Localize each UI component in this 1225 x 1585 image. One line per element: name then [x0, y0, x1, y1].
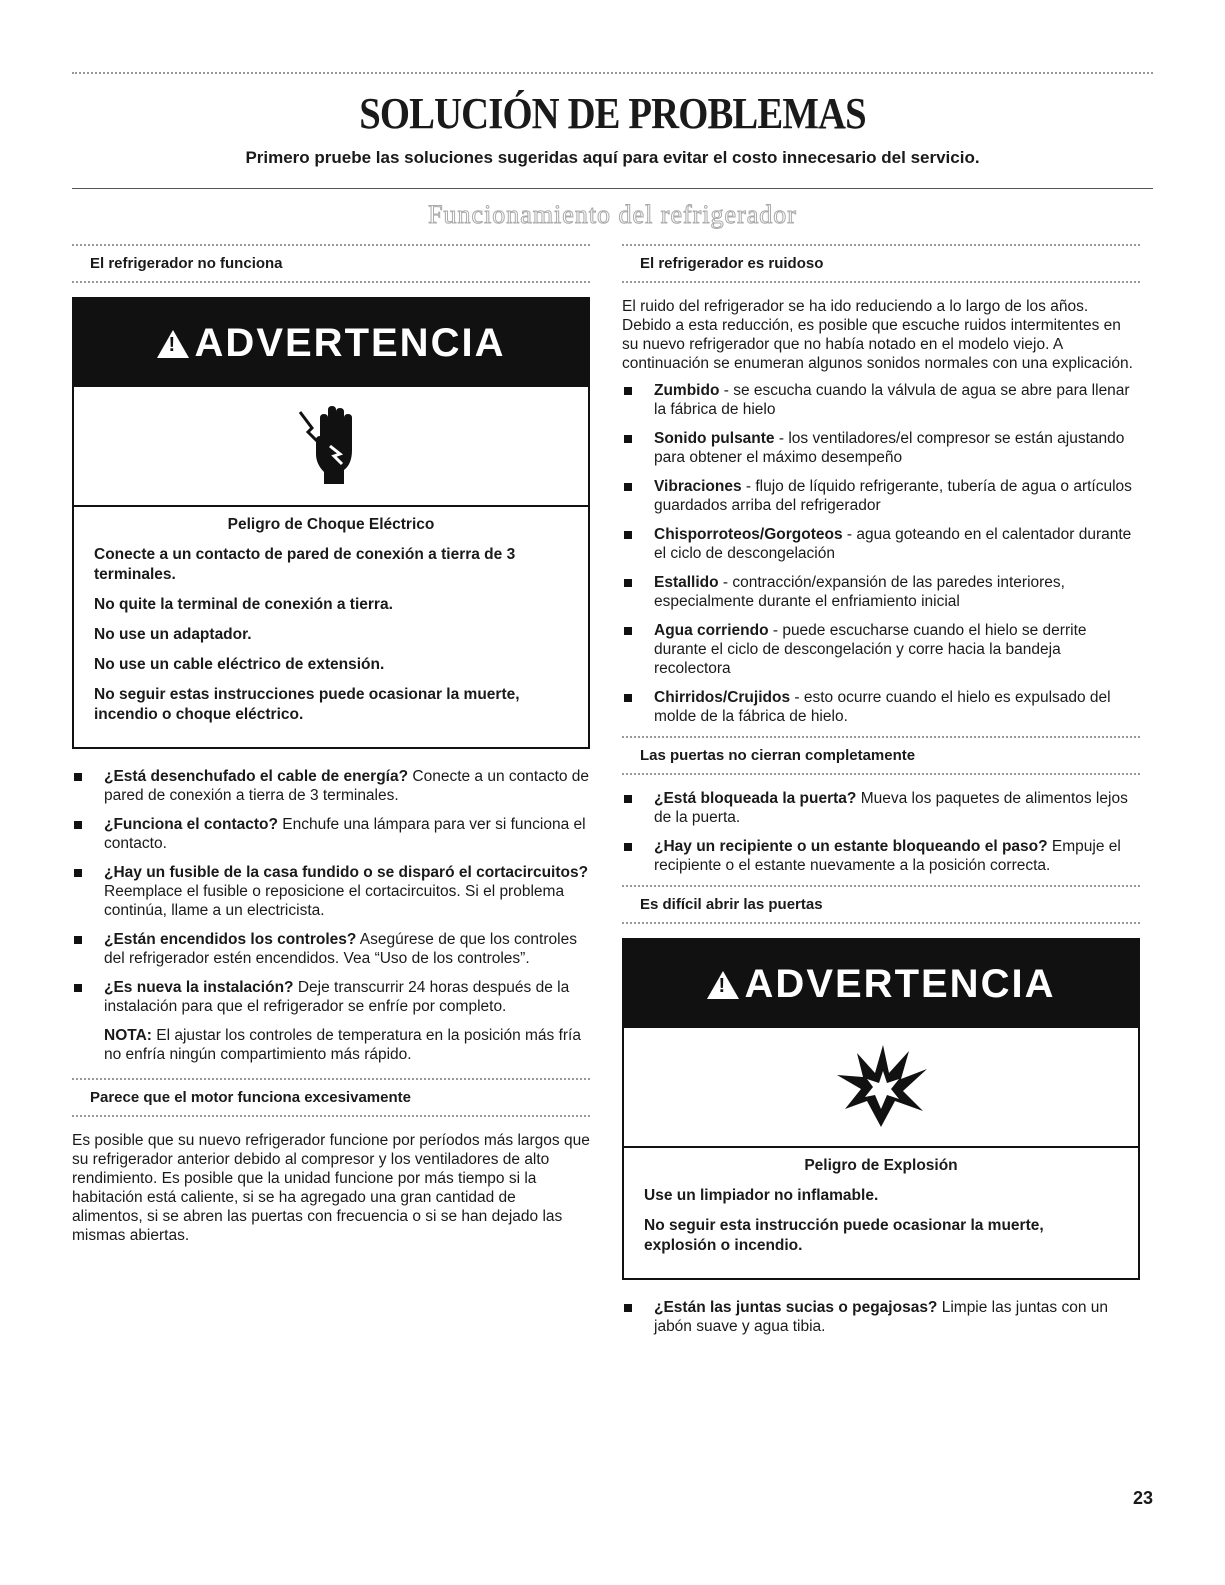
list-item: ¿Está bloqueada la puerta? Mueva los paquetes de alimentos lejos de la puerta.	[622, 789, 1140, 827]
section-divider	[72, 188, 1153, 189]
warning-line: Conecte a un contacto de pared de conexión a tierra de 3 terminales.	[94, 546, 516, 583]
warning-line: No seguir estas instrucciones puede ocasionar la muerte, incendio o choque eléctrico.	[94, 686, 520, 723]
heading-noisy: El refrigerador es ruidoso	[622, 244, 1140, 283]
list-item: Vibraciones - flujo de líquido refrigerante, tubería de agua o artículos guardados arriba del refrigerador	[622, 477, 1140, 515]
section-title: Funcionamiento del refrigerador	[428, 200, 797, 229]
note: NOTA: El ajustar los controles de temperatura en la posición más fría no enfría ningún compartimiento más rápido.	[104, 1027, 581, 1063]
heading-not-working: El refrigerador no funciona	[72, 244, 590, 283]
warning-line: No use un adaptador.	[94, 626, 252, 643]
left-column	[72, 244, 590, 1253]
list-item: Chirridos/Crujidos - esto ocurre cuando el hielo es expulsado del molde de la fábrica de hielo.	[622, 688, 1140, 726]
warning-line: No use un cable eléctrico de extensión.	[94, 656, 385, 673]
warning-body	[624, 1148, 1138, 1278]
list-item: Sonido pulsante - los ventiladores/el compresor se están ajustando para obtener el máximo desempeño	[622, 429, 1140, 467]
list-item: Agua corriendo - puede escucharse cuando el hielo se derrite durante el ciclo de descongelación y corre hacia la bandeja recolectora	[622, 621, 1140, 678]
motor-paragraph: Es posible que su nuevo refrigerador funcione por períodos más largos que su refrigerador anterior debido al compresor y los ventiladores de alto rendimiento. Es posible que la unidad funcione por más tiempo si la habitación está caliente, si se ha agregado una gran cantidad de alimentos, si se abren las puertas con frecuencia o si se han dejado las mismas abiertas.	[72, 1132, 590, 1244]
list-item: ¿Hay un fusible de la casa fundido o se disparó el cortacircuitos? Reemplace el fusible o reposicione el cortacircuitos. Si el problema continúa, llame a un electricista.	[72, 863, 590, 920]
list-item: Chisporroteos/Gorgoteos - agua goteando en el calentador durante el ciclo de descongelación	[622, 525, 1140, 563]
list-item: ¿Hay un recipiente o un estante bloqueando el paso? Empuje el recipiente o el estante nuevamente a la posición correcta.	[622, 837, 1140, 875]
warning-triangle-icon	[157, 330, 189, 358]
list-item: Estallido - contracción/expansión de las paredes interiores, especialmente durante el enfriamiento inicial	[622, 573, 1140, 611]
list-item: ¿Funciona el contacto? Enchufe una lámpara para ver si funciona el contacto.	[72, 815, 590, 853]
electric-shock-hand-icon	[74, 387, 588, 507]
page-subtitle: Primero pruebe las soluciones sugeridas aquí para evitar el costo innecesario del servicio.	[245, 148, 980, 167]
warning-line: Use un limpiador no inflamable.	[644, 1187, 879, 1204]
heading-doors-open: Es difícil abrir las puertas	[622, 885, 1140, 924]
gaskets-list	[622, 1298, 1140, 1336]
list-item: ¿Están encendidos los controles? Asegúrese de que los controles del refrigerador estén encendidos. Vea “Uso de los controles”.	[72, 930, 590, 968]
page-number: 23	[1132, 1488, 1153, 1508]
right-column	[622, 244, 1140, 1346]
doors-list	[622, 789, 1140, 875]
noise-intro: El ruido del refrigerador se ha ido reduciendo a lo largo de los años. Debido a esta reducción, es posible que escuche ruidos intermitentes en su nuevo refrigerador que no había notado en el modelo viejo. A continuación se enumeran algunos sonidos normales con una explicación.	[622, 298, 1133, 372]
hazard-title: Peligro de Explosión	[804, 1157, 958, 1174]
warning-header: !ADVERTENCIA	[624, 940, 1138, 1028]
checklist	[72, 767, 590, 1016]
list-item: Zumbido - se escucha cuando la válvula de agua se abre para llenar la fábrica de hielo	[622, 381, 1140, 419]
warning-body	[74, 507, 588, 747]
warning-line: No quite la terminal de conexión a tierra.	[94, 596, 393, 613]
heading-doors-close: Las puertas no cierran completamente	[622, 736, 1140, 775]
warning-line: No seguir esta instrucción puede ocasionar la muerte, explosión o incendio.	[644, 1217, 1044, 1254]
hazard-title: Peligro de Choque Eléctrico	[227, 516, 435, 533]
page-title: SOLUCIÓN DE PROBLEMAS	[359, 89, 866, 138]
list-item: ¿Está desenchufado el cable de energía? Conecte a un contacto de pared de conexión a tierra de 3 terminales.	[72, 767, 590, 805]
warning-triangle-icon	[707, 971, 739, 999]
list-item: ¿Es nueva la instalación? Deje transcurrir 24 horas después de la instalación para que el refrigerador se enfríe por completo.	[72, 978, 590, 1016]
heading-motor: Parece que el motor funciona excesivamente	[72, 1078, 590, 1117]
sounds-list	[622, 381, 1140, 726]
warning-header: !ADVERTENCIA	[74, 299, 588, 387]
top-divider	[72, 72, 1153, 74]
list-item: ¿Están las juntas sucias o pegajosas? Limpie las juntas con un jabón suave y agua tibia.	[622, 1298, 1140, 1336]
explosion-icon	[624, 1028, 1138, 1148]
warning-box-explosion	[622, 938, 1140, 1280]
warning-box-electric	[72, 297, 590, 749]
